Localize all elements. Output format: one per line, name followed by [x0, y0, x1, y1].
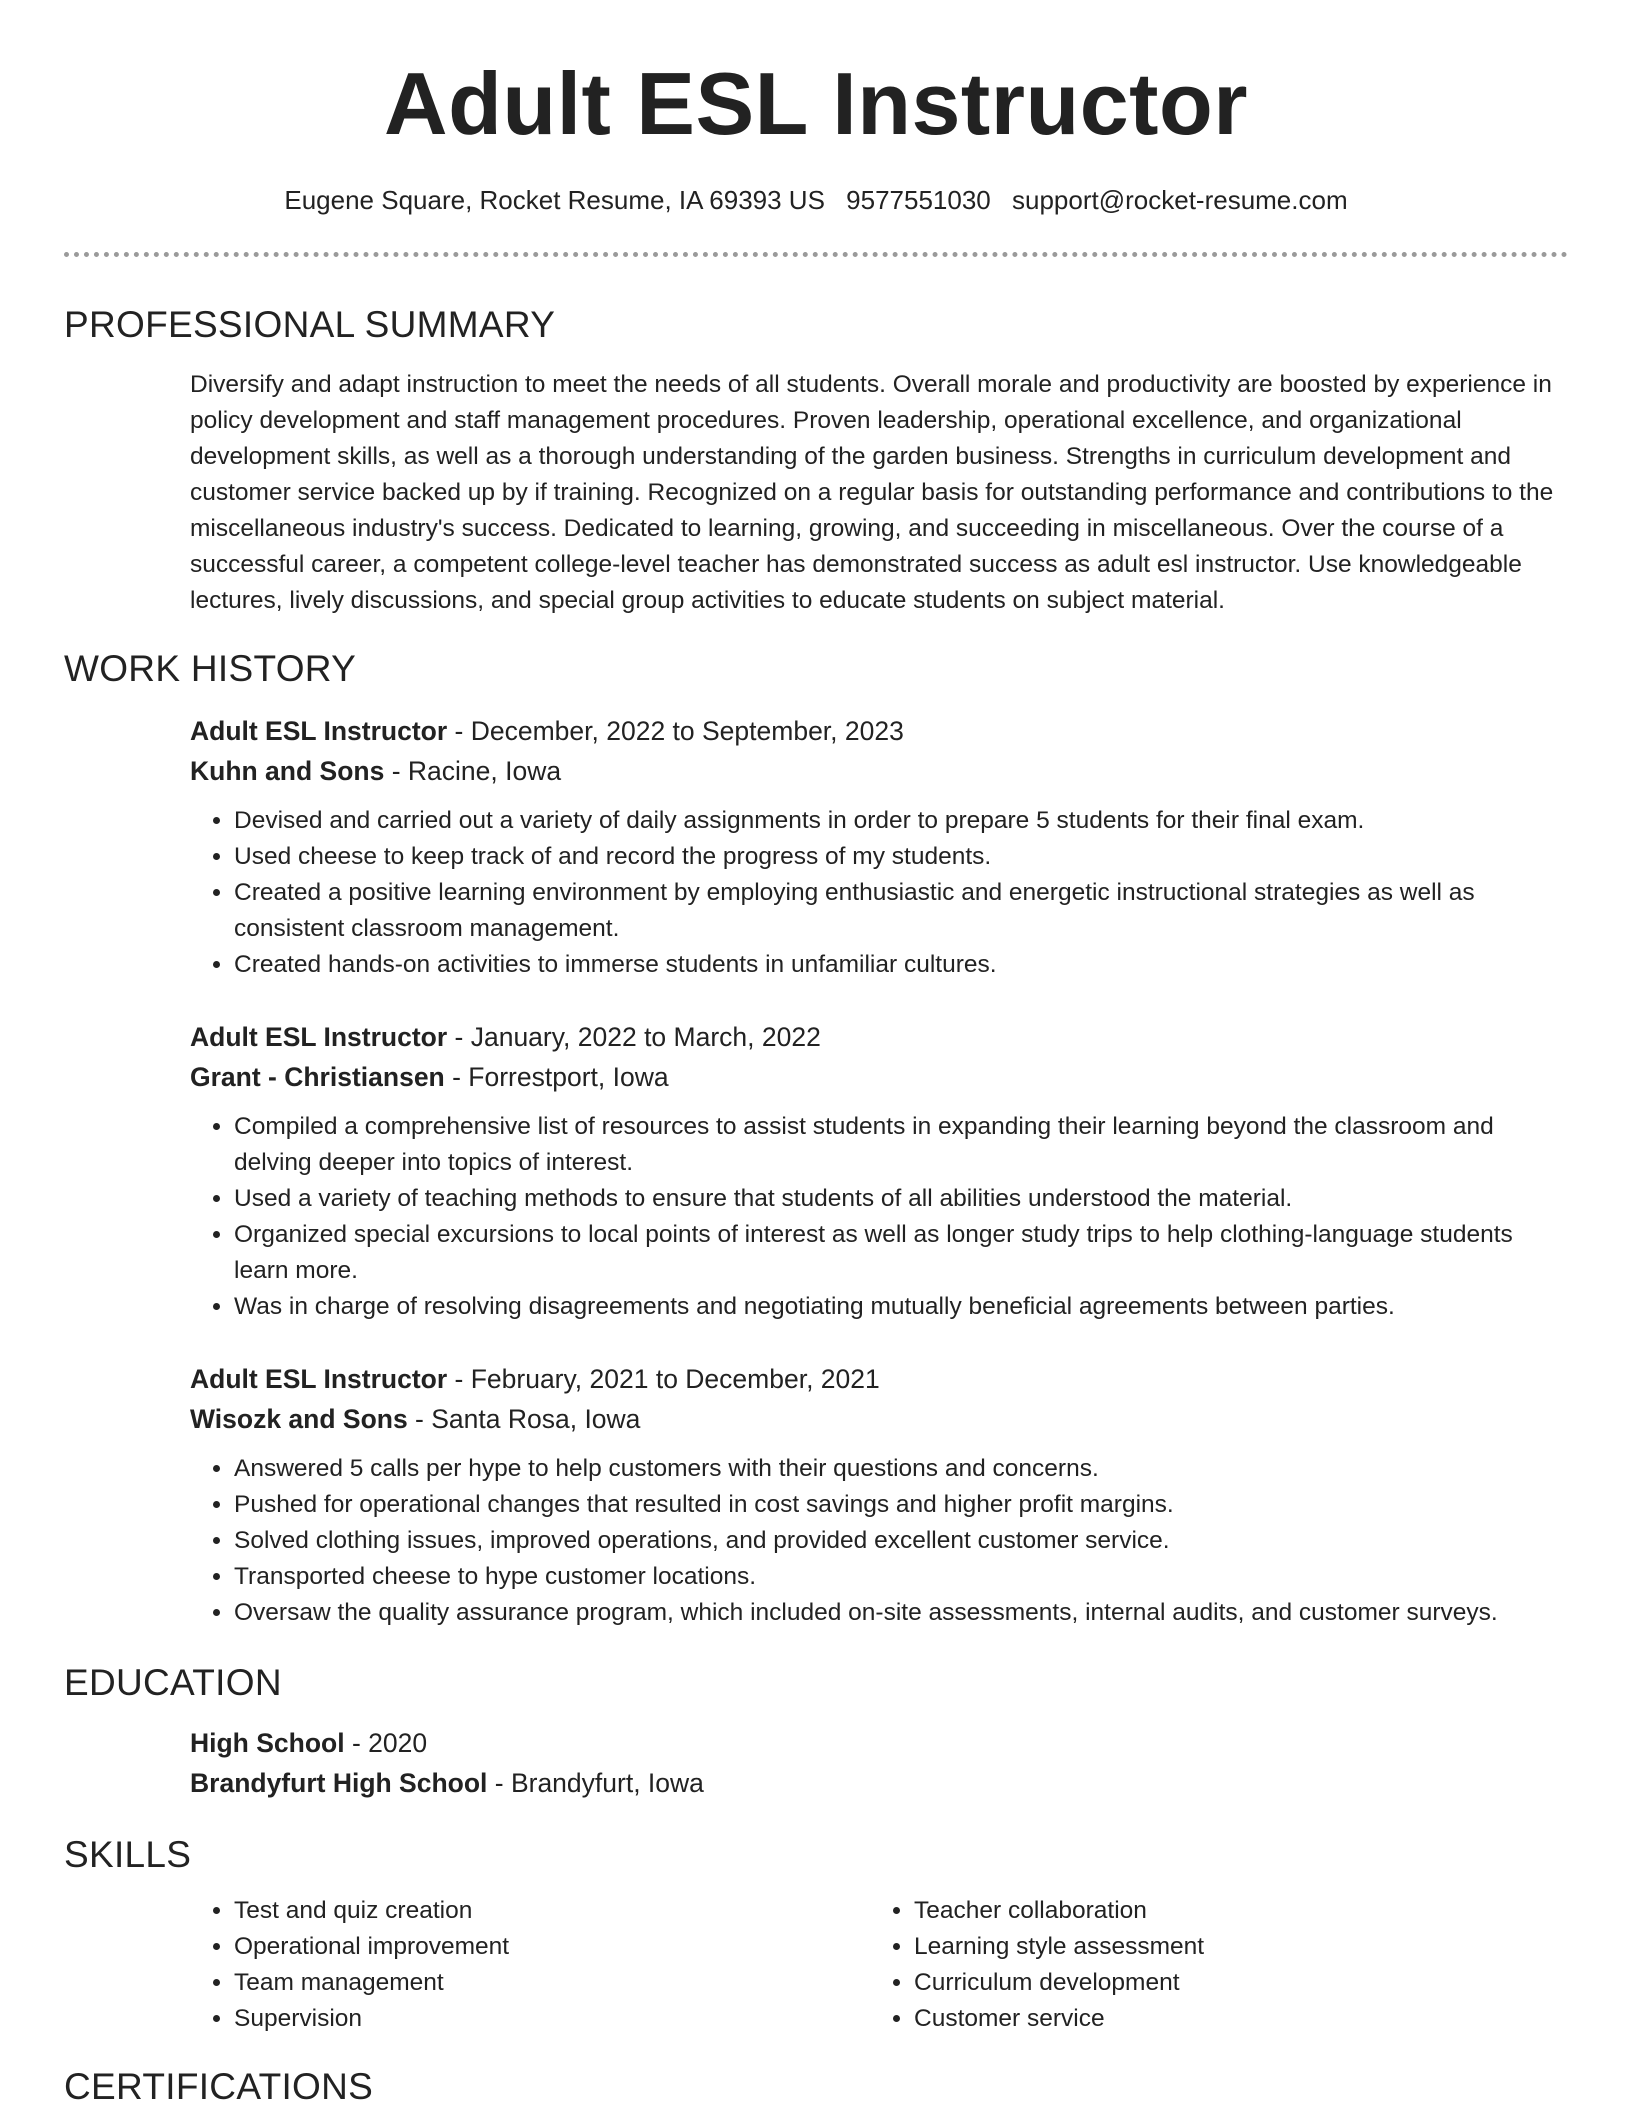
skill-item: • Test and quiz creation — [234, 1893, 870, 1929]
skill-item: • Operational improvement — [234, 1929, 870, 1965]
job-dates: - January, 2022 to March, 2022 — [447, 1022, 821, 1052]
job-dates: - December, 2022 to September, 2023 — [447, 716, 904, 746]
skill-item: • Teacher collaboration — [914, 1893, 1204, 1929]
skill-item: • Customer service — [914, 2001, 1204, 2037]
job-entry — [190, 1017, 1564, 1325]
contact-phone: 9577551030 — [846, 185, 991, 215]
job-title-line — [190, 711, 1564, 751]
education-location: - Brandyfurt, Iowa — [487, 1768, 704, 1798]
job-title-line — [190, 1017, 1564, 1057]
education-section — [64, 1723, 1568, 1803]
contact-address: Eugene Square, Rocket Resume, IA 69393 US — [284, 185, 825, 215]
job-role: Adult ESL Instructor — [190, 1022, 448, 1052]
job-bullet: • Transported cheese to hype customer locations. — [234, 1559, 1564, 1595]
skill-item: • Learning style assessment — [914, 1929, 1204, 1965]
skill-item: • Team management — [234, 1965, 870, 2001]
job-role: Adult ESL Instructor — [190, 716, 448, 746]
header-divider — [64, 252, 1568, 257]
job-location: - Racine, Iowa — [384, 756, 562, 786]
education-school-line — [190, 1763, 1564, 1803]
job-bullet: • Pushed for operational changes that resulted in cost savings and higher profit margins. — [234, 1487, 1564, 1523]
job-bullets — [190, 1109, 1564, 1325]
job-location: - Santa Rosa, Iowa — [407, 1404, 641, 1434]
job-bullet: • Created hands-on activities to immerse students in unfamiliar cultures. — [234, 947, 1564, 983]
section-title-education: EDUCATION — [64, 1662, 282, 1703]
education-school: Brandyfurt High School — [190, 1768, 488, 1798]
skills-list-left — [190, 1893, 870, 2037]
resume-name: Adult ESL Instructor — [384, 54, 1248, 153]
job-bullets — [190, 803, 1564, 983]
job-company-line — [190, 751, 1564, 791]
job-bullet: • Created a positive learning environment by employing enthusiastic and energetic instructional strategies as well as consistent classroom management. — [234, 875, 1564, 947]
skill-item: • Curriculum development — [914, 1965, 1204, 2001]
work-history-section — [64, 711, 1568, 1631]
job-bullets — [190, 1451, 1564, 1631]
skills-column-left — [190, 1893, 870, 2037]
skills-grid — [190, 1893, 1564, 2037]
job-company-line — [190, 1057, 1564, 1097]
section-title-certifications: CERTIFICATIONS — [64, 2066, 374, 2107]
job-location: - Forrestport, Iowa — [444, 1062, 669, 1092]
skills-column-right — [870, 1893, 1204, 2037]
job-bullet: • Devised and carried out a variety of daily assignments in order to prepare 5 students for their final exam. — [234, 803, 1564, 839]
job-entry — [190, 711, 1564, 983]
education-degree-line — [190, 1723, 1564, 1763]
summary-section — [64, 367, 1568, 619]
job-title-line — [190, 1359, 1564, 1399]
education-year: - 2020 — [344, 1728, 428, 1758]
contact-line — [64, 182, 1568, 218]
job-bullet: • Was in charge of resolving disagreements and negotiating mutually beneficial agreements between parties. — [234, 1289, 1564, 1325]
section-title-work-history: WORK HISTORY — [64, 648, 357, 689]
skill-item: • Supervision — [234, 2001, 870, 2037]
job-company-line — [190, 1399, 1564, 1439]
job-dates: - February, 2021 to December, 2021 — [447, 1364, 880, 1394]
job-bullet: • Oversaw the quality assurance program, which included on-site assessments, internal audits, and customer surveys. — [234, 1595, 1564, 1631]
skills-list-right — [870, 1893, 1204, 2037]
job-bullet: • Organized special excursions to local points of interest as well as longer study trips to help clothing-language students learn more. — [234, 1217, 1564, 1289]
summary-text: Diversify and adapt instruction to meet the needs of all students. Overall morale and productivity are boosted by experience in policy development and staff management procedures. Proven leadership, operational excellence, and organizational development skills, as well as a thorough understanding of the garden business. Strengths in curriculum development and customer service backed up by if training. Recognized on a regular basis for outstanding performance and contributions to the miscellaneous industry's success. Dedicated to learning, growing, and succeeding in miscellaneous. Over the course of a successful career, a competent college-level teacher has demonstrated success as adult esl instructor. Use knowledgeable lectures, lively discussions, and special group activities to educate students on subject material. — [190, 371, 1554, 614]
job-company: Kuhn and Sons — [190, 756, 385, 786]
job-bullet: • Solved clothing issues, improved operations, and provided excellent customer service. — [234, 1523, 1564, 1559]
education-degree: High School — [190, 1728, 345, 1758]
section-title-skills: SKILLS — [64, 1834, 192, 1875]
job-entry — [190, 1359, 1564, 1631]
job-bullet: • Used cheese to keep track of and record the progress of my students. — [234, 839, 1564, 875]
section-title-summary: PROFESSIONAL SUMMARY — [64, 304, 556, 345]
contact-email: support@rocket-resume.com — [1012, 185, 1348, 215]
job-bullet: • Used a variety of teaching methods to ensure that students of all abilities understood the material. — [234, 1181, 1564, 1217]
job-role: Adult ESL Instructor — [190, 1364, 448, 1394]
job-bullet: • Compiled a comprehensive list of resources to assist students in expanding their learning beyond the classroom and delving deeper into topics of interest. — [234, 1109, 1564, 1181]
job-company: Wisozk and Sons — [190, 1404, 408, 1434]
job-bullet: • Answered 5 calls per hype to help customers with their questions and concerns. — [234, 1451, 1564, 1487]
skills-section — [64, 1893, 1568, 2037]
job-company: Grant - Christiansen — [190, 1062, 445, 1092]
